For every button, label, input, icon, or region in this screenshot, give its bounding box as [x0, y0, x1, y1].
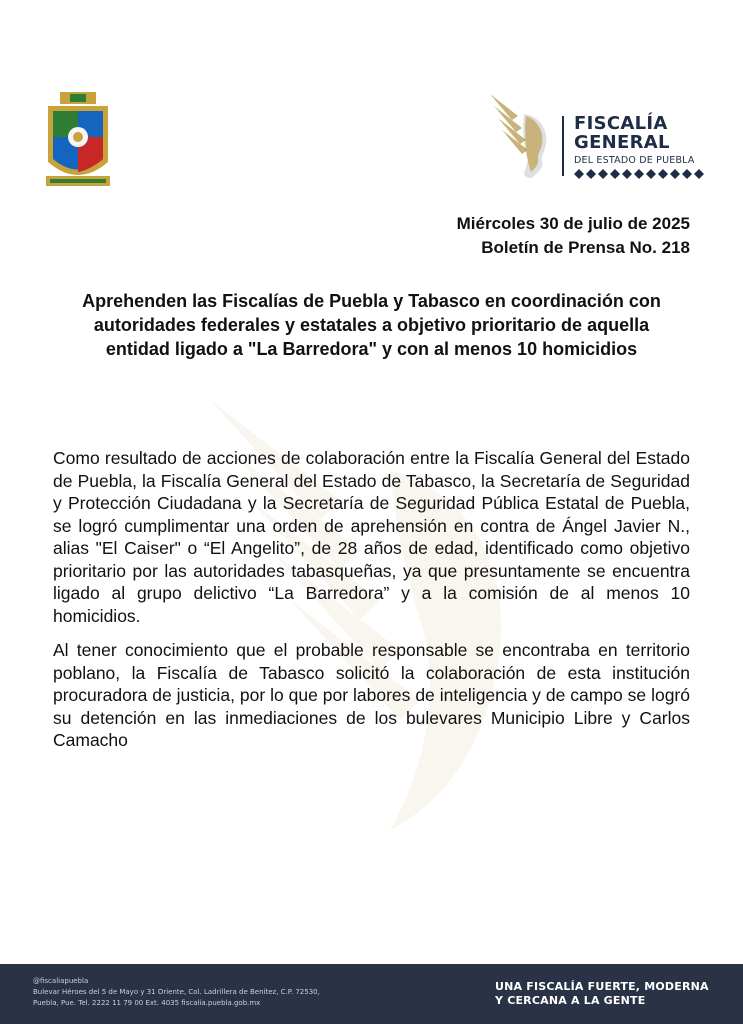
- paragraph: Como resultado de acciones de colaboración entre la Fiscalía General del Estado de Puebla, la Fiscalía General del Estado de Tabasco, la Secretaría de Seguridad y Protección Ciudadana y la Secretaría de Seguridad Pública Estatal de Puebla, se logró cumplimentar una orden de aprehensión en contra de Ángel Javier N., alias "El Caiser" o “El Angelito”, de 28 años de edad, identificado como objetivo prioritario por las autoridades tabasqueñas, ya que presuntamente se encuentra ligado al grupo delictivo “La Barredora” y a la comisión de al menos 10 homicidios.: [53, 448, 690, 626]
- body-text: [53, 447, 690, 764]
- headline: Aprehenden las Fiscalías de Puebla y Tabasco en coordinación con autoridades federales y estatales a objetivo prioritario de aquella entidad ligado a "La Barredora" y con al menos 10 homicidios: [82, 291, 661, 359]
- fiscalia-logo-text: [574, 114, 724, 184]
- date: Miércoles 30 de julio de 2025: [456, 214, 690, 233]
- paragraph: Al tener conocimiento que el probable responsable se encontraba en territorio poblano, la Fiscalía de Tabasco solicitó la colaboración de esta institución procuradora de justicia, por lo que por labores de inteligencia y de campo se logró su detención en las inmediaciones de los bulevares Municipio Libre y Carlos Camacho: [53, 640, 690, 750]
- footer-slogan-line2: Y CERCANA A LA GENTE: [495, 994, 646, 1007]
- footer-contact: [33, 976, 320, 1009]
- logo-pattern-icon: [574, 169, 708, 179]
- footer: [0, 964, 743, 1024]
- footer-slogan: [495, 980, 715, 1008]
- logo-line1: FISCALÍA: [574, 113, 668, 134]
- footer-address-line2: Puebla, Pue. Tel. 2222 11 79 00 Ext. 4035 fiscalia.puebla.gob.mx: [33, 999, 261, 1007]
- logo-line2: GENERAL: [574, 132, 670, 153]
- footer-slogan-line1: UNA FISCALÍA FUERTE, MODERNA: [495, 980, 709, 993]
- fiscalia-head-logo-icon: [488, 90, 552, 182]
- dateline: [457, 212, 690, 260]
- logo-line3: DEL ESTADO DE PUEBLA: [574, 155, 695, 166]
- footer-handle: @fiscaliapuebla: [33, 977, 89, 985]
- bulletin-number: Boletín de Prensa No. 218: [481, 238, 690, 257]
- logo-divider: [562, 116, 564, 176]
- puebla-state-seal-icon: [44, 92, 112, 188]
- footer-address-line1: Bulevar Héroes del 5 de Mayo y 31 Oriente, Col. Ladrillera de Benítez, C.P. 72530,: [33, 988, 320, 996]
